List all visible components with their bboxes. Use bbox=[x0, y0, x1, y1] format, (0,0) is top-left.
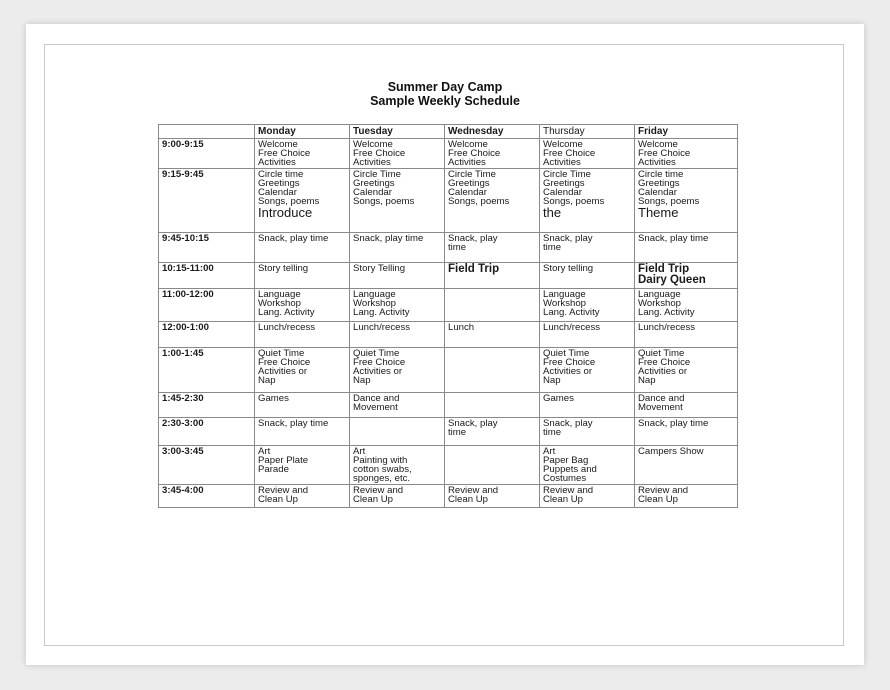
table-row bbox=[159, 446, 738, 485]
table-row bbox=[159, 348, 738, 393]
schedule-cell: Language Workshop Lang. Activity bbox=[255, 289, 350, 322]
table-row bbox=[159, 418, 738, 446]
schedule-cell: Review and Clean Up bbox=[255, 485, 350, 508]
day-header-monday: Monday bbox=[255, 125, 350, 139]
schedule-cell: Art Paper Plate Parade bbox=[255, 446, 350, 485]
theme-word-introduce: Introduce bbox=[258, 205, 313, 220]
schedule-cell: Language Workshop Lang. Activity bbox=[540, 289, 635, 322]
time-cell: 1:45-2:30 bbox=[159, 393, 255, 418]
schedule-cell: Welcome Free Choice Activities bbox=[255, 139, 350, 169]
day-header-tuesday: Tuesday bbox=[350, 125, 445, 139]
table-row bbox=[159, 485, 738, 508]
document-page bbox=[26, 24, 864, 665]
time-cell: 2:30-3:00 bbox=[159, 418, 255, 446]
schedule-cell: Snack, play time bbox=[635, 233, 738, 263]
schedule-cell: Snack, play time bbox=[540, 233, 635, 263]
time-cell: 10:15-11:00 bbox=[159, 263, 255, 289]
header-row bbox=[159, 125, 738, 139]
schedule-cell: Welcome Free Choice Activities bbox=[635, 139, 738, 169]
schedule-table bbox=[158, 124, 738, 508]
schedule-cell bbox=[445, 446, 540, 485]
cell-text: Circle time Greetings Calendar Songs, poems bbox=[258, 169, 320, 207]
schedule-cell: Snack, play time bbox=[445, 418, 540, 446]
schedule-cell: Games bbox=[540, 393, 635, 418]
schedule-cell: Lunch/recess bbox=[635, 322, 738, 348]
table-row bbox=[159, 393, 738, 418]
time-cell: 12:00-1:00 bbox=[159, 322, 255, 348]
table-row bbox=[159, 169, 738, 233]
schedule-cell: Review and Clean Up bbox=[445, 485, 540, 508]
schedule-cell-field-trip: Field Trip bbox=[445, 263, 540, 289]
time-cell: 9:45-10:15 bbox=[159, 233, 255, 263]
theme-word-theme: Theme bbox=[638, 205, 679, 220]
table-row bbox=[159, 322, 738, 348]
table-row bbox=[159, 289, 738, 322]
schedule-cell bbox=[540, 169, 635, 233]
schedule-cell bbox=[350, 418, 445, 446]
schedule-cell: Lunch/recess bbox=[540, 322, 635, 348]
schedule-cell: Welcome Free Choice Activities bbox=[350, 139, 445, 169]
cell-text: Circle time Greetings Calendar Songs, poems bbox=[638, 169, 700, 207]
cell-text: Circle Time Greetings Calendar Songs, poems bbox=[543, 169, 605, 207]
schedule-cell bbox=[445, 289, 540, 322]
schedule-cell bbox=[255, 169, 350, 233]
corner-cell bbox=[159, 125, 255, 139]
schedule-cell bbox=[445, 169, 540, 233]
cell-text: Circle Time Greetings Calendar Songs, poems bbox=[353, 169, 415, 207]
schedule-cell: Language Workshop Lang. Activity bbox=[350, 289, 445, 322]
time-cell: 3:00-3:45 bbox=[159, 446, 255, 485]
table-row bbox=[159, 233, 738, 263]
schedule-cell: Quiet Time Free Choice Activities or Nap bbox=[540, 348, 635, 393]
schedule-cell: Lunch bbox=[445, 322, 540, 348]
schedule-cell: Art Paper Bag Puppets and Costumes bbox=[540, 446, 635, 485]
table-row bbox=[159, 263, 738, 289]
schedule-cell: Welcome Free Choice Activities bbox=[540, 139, 635, 169]
schedule-cell: Snack, play time bbox=[255, 233, 350, 263]
day-header-thursday: Thursday bbox=[540, 125, 635, 139]
schedule-cell: Campers Show bbox=[635, 446, 738, 485]
schedule-cell: Review and Clean Up bbox=[540, 485, 635, 508]
schedule-cell bbox=[445, 348, 540, 393]
schedule-cell: Story telling bbox=[540, 263, 635, 289]
table-row bbox=[159, 139, 738, 169]
time-cell: 3:45-4:00 bbox=[159, 485, 255, 508]
schedule-cell-field-trip: Field Trip Dairy Queen bbox=[635, 263, 738, 289]
cell-text: Circle Time Greetings Calendar Songs, poems bbox=[448, 169, 510, 207]
schedule-cell: Story telling bbox=[255, 263, 350, 289]
schedule-cell: Snack, play time bbox=[635, 418, 738, 446]
schedule-cell: Snack, play time bbox=[540, 418, 635, 446]
document-subtitle: Sample Weekly Schedule bbox=[370, 94, 520, 108]
schedule-cell: Review and Clean Up bbox=[635, 485, 738, 508]
time-cell: 11:00-12:00 bbox=[159, 289, 255, 322]
time-cell: 9:15-9:45 bbox=[159, 169, 255, 233]
schedule-cell: Quiet Time Free Choice Activities or Nap bbox=[350, 348, 445, 393]
schedule-cell bbox=[445, 393, 540, 418]
schedule-cell: Snack, play time bbox=[350, 233, 445, 263]
time-cell: 9:00-9:15 bbox=[159, 139, 255, 169]
schedule-cell: Review and Clean Up bbox=[350, 485, 445, 508]
schedule-cell: Snack, play time bbox=[255, 418, 350, 446]
schedule-cell: Language Workshop Lang. Activity bbox=[635, 289, 738, 322]
document-title: Summer Day Camp bbox=[387, 80, 503, 94]
schedule-cell bbox=[635, 169, 738, 233]
schedule-cell: Story Telling bbox=[350, 263, 445, 289]
schedule-cell bbox=[350, 169, 445, 233]
schedule-cell: Quiet Time Free Choice Activities or Nap bbox=[255, 348, 350, 393]
schedule-cell: Games bbox=[255, 393, 350, 418]
schedule-cell: Lunch/recess bbox=[350, 322, 445, 348]
schedule-cell: Dance and Movement bbox=[350, 393, 445, 418]
time-cell: 1:00-1:45 bbox=[159, 348, 255, 393]
schedule-cell: Welcome Free Choice Activities bbox=[445, 139, 540, 169]
schedule-cell: Quiet Time Free Choice Activities or Nap bbox=[635, 348, 738, 393]
day-header-wednesday: Wednesday bbox=[445, 125, 540, 139]
schedule-cell: Lunch/recess bbox=[255, 322, 350, 348]
day-header-friday: Friday bbox=[635, 125, 738, 139]
schedule-cell: Snack, play time bbox=[445, 233, 540, 263]
schedule-cell: Dance and Movement bbox=[635, 393, 738, 418]
theme-word-the: the bbox=[543, 205, 562, 220]
schedule-cell: Art Painting with cotton swabs, sponges, etc. bbox=[350, 446, 445, 485]
